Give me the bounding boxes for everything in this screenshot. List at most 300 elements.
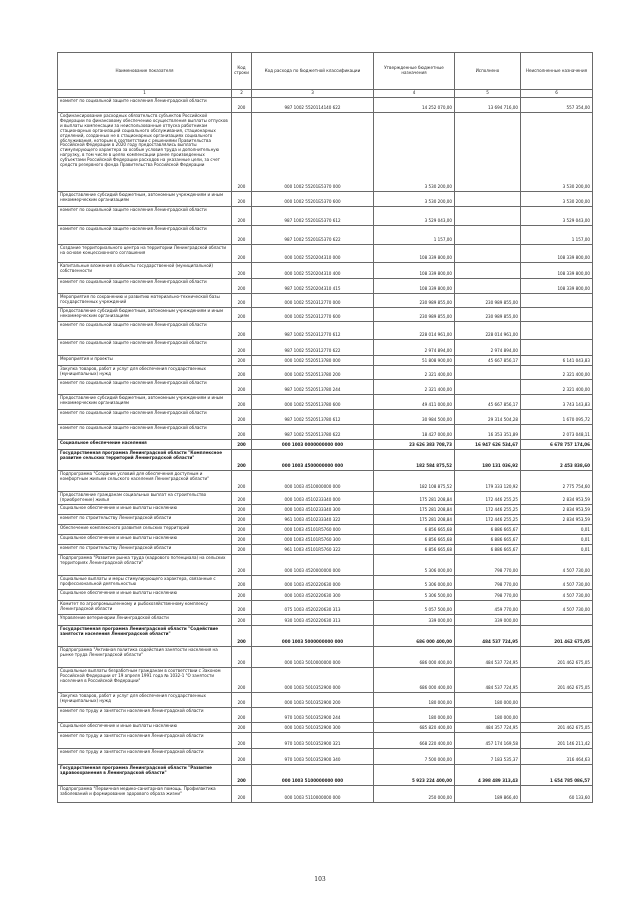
row-code-cell: 200 (232, 625, 252, 646)
row-executed-cell: 457 174 169,58 (455, 732, 521, 748)
row-name-cell: Подпрограмма "Первичная медико-санитарная помощь. Профилактика заболеваний и формирование здорового образа жизни" (58, 785, 232, 802)
row-classification-cell: 987 1002 5520513780 244 (252, 380, 374, 395)
row-code-cell: 200 (232, 534, 252, 544)
row-unexecuted-cell (521, 340, 593, 356)
row-executed-cell: 29 314 504,28 (455, 410, 521, 425)
row-code-cell: 200 (232, 589, 252, 600)
row-code-cell: 200 (232, 395, 252, 410)
row-classification-cell: 000 1003 5010352900 000 (252, 667, 374, 692)
row-executed-cell: 230 989 855,00 (455, 294, 521, 308)
row-name-cell: Государственная программа Ленинградской области "Комплексное развитие сельских территорий Ленинградской области" (58, 450, 232, 471)
row-unexecuted-cell: 108 339 800,00 (521, 245, 593, 263)
row-code-cell: 200 (232, 226, 252, 245)
row-classification-cell: 000 1003 4520220630 300 (252, 589, 374, 600)
row-code-cell: 200 (232, 504, 252, 514)
row-unexecuted-cell: 2 775 754,60 (521, 471, 593, 492)
row-code-cell: 200 (232, 380, 252, 395)
row-name-cell: Социальные выплаты и меры стимулирующего характера, связанные с профессиональной деятельностью (58, 575, 232, 589)
table-row (58, 732, 593, 748)
table-row (58, 667, 593, 692)
row-name-cell: Предоставление гражданам социальных выплат на строительство (приобретение) жилья (58, 492, 232, 505)
row-unexecuted-cell: 201 462 675,05 (521, 646, 593, 667)
row-code-cell: 200 (232, 600, 252, 614)
row-name-cell: Государственная программа Ленинградской области "Содействие занятости населения Ленинградской области" (58, 625, 232, 646)
row-code-cell: 200 (232, 192, 252, 207)
row-executed-cell: 180 000,00 (455, 707, 521, 722)
row-unexecuted-cell: 4 507 730,00 (521, 589, 593, 600)
budget-execution-table (57, 52, 593, 803)
row-approved-cell: 686 000 400,00 (374, 646, 455, 667)
row-executed-cell (455, 113, 521, 192)
row-name-cell: Подпрограмма "Развитие рынка труда (кадрового потенциала) на сельских территориях Ленинградской области" (58, 554, 232, 575)
row-classification-cell: 987 1002 55201Б5370 612 (252, 207, 374, 226)
table-row (58, 113, 593, 192)
page-number: 103 (314, 876, 326, 883)
row-classification-cell: 000 1003 4520220630 000 (252, 575, 374, 589)
table-row (58, 534, 593, 544)
row-unexecuted-cell: 2 834 953,59 (521, 504, 593, 514)
row-unexecuted-cell (521, 322, 593, 340)
row-executed-cell (455, 380, 521, 395)
row-executed-cell: 189 866,40 (455, 785, 521, 802)
row-approved-cell: 182 584 875,52 (374, 450, 455, 471)
row-name-cell: Создание территориального центра на территории Ленинградской области на основе концессионного соглашения (58, 245, 232, 263)
row-executed-cell: 798 770,00 (455, 554, 521, 575)
row-code-cell: 200 (232, 722, 252, 732)
row-code-cell: 200 (232, 575, 252, 589)
row-unexecuted-cell: 6 141 043,83 (521, 356, 593, 366)
row-executed-cell: 172 446 255,25 (455, 504, 521, 514)
row-executed-cell (455, 366, 521, 380)
row-name-cell: Закупка товаров, работ и услуг для обеспечения государственных (муниципальных) нужд (58, 366, 232, 380)
table-row (58, 748, 593, 764)
table-row (58, 544, 593, 554)
row-unexecuted-cell: 3 530 200,00 (521, 192, 593, 207)
row-unexecuted-cell: 557 354,00 (521, 98, 593, 113)
row-executed-cell: 798 770,00 (455, 589, 521, 600)
row-name-cell: комитет по социальной защите населения Ленинградской области (58, 279, 232, 294)
table-row (58, 356, 593, 366)
row-classification-cell: 000 1002 55201Б5370 600 (252, 192, 374, 207)
row-executed-cell: 45 667 856,17 (455, 356, 521, 366)
row-approved-cell: 5 923 224 400,00 (374, 764, 455, 785)
row-classification-cell: 000 1003 4510233340 000 (252, 492, 374, 505)
row-classification-cell: 000 1003 4510233340 300 (252, 504, 374, 514)
table-body (58, 98, 593, 803)
row-approved-cell: 685 820 400,00 (374, 722, 455, 732)
row-name-cell: Социальное обеспечение и иные выплаты населению (58, 504, 232, 514)
row-code-cell: 200 (232, 322, 252, 340)
row-unexecuted-cell: 2 073 048,11 (521, 425, 593, 440)
row-name-cell: Подпрограмма "Активная политика содействия занятости населения на рынке труда Ленинградской области" (58, 646, 232, 667)
row-approved-cell: 6 856 665,68 (374, 524, 455, 534)
table-row (58, 514, 593, 524)
row-name-cell: комитет по строительству Ленинградской области (58, 544, 232, 554)
row-classification-cell: 075 1003 4520220630 313 (252, 600, 374, 614)
row-executed-cell: 6 886 665,67 (455, 534, 521, 544)
row-code-cell: 200 (232, 646, 252, 667)
row-approved-cell: 175 281 208,84 (374, 514, 455, 524)
row-name-cell: Предоставление субсидий бюджетным, автономным учреждениям и иным некоммерческим организациям (58, 395, 232, 410)
row-code-cell: 200 (232, 207, 252, 226)
row-approved-cell: 339 000,00 (374, 614, 455, 625)
row-approved-cell: 6 856 665,68 (374, 544, 455, 554)
row-name-cell: Социальные выплаты безработным гражданам в соответствии с Законом Российской Федерации от 19 апреля 1991 года № 1032-1 "О занятости населения в Российской Федерации" (58, 667, 232, 692)
row-code-cell: 200 (232, 764, 252, 785)
row-classification-cell: 000 1002 55201Б5370 000 (252, 113, 374, 192)
row-approved-cell: 5 306 500,00 (374, 589, 455, 600)
row-approved-cell: 23 626 383 708,73 (374, 440, 455, 450)
table-row (58, 471, 593, 492)
row-executed-cell (455, 245, 521, 263)
row-classification-cell: 000 1003 5010000000 000 (252, 646, 374, 667)
table-row (58, 380, 593, 395)
row-classification-cell: 000 1003 45101R5760 300 (252, 534, 374, 544)
row-executed-cell (455, 192, 521, 207)
row-classification-cell: 000 1003 5010352900 200 (252, 692, 374, 707)
row-approved-cell: 108 339 800,00 (374, 279, 455, 294)
row-code-cell: 200 (232, 785, 252, 802)
row-executed-cell: 6 886 665,67 (455, 544, 521, 554)
table-row (58, 98, 593, 113)
row-code-cell: 200 (232, 294, 252, 308)
row-approved-cell: 175 281 208,84 (374, 492, 455, 505)
row-executed-cell: 172 446 255,25 (455, 492, 521, 505)
table-row (58, 575, 593, 589)
row-unexecuted-cell (521, 707, 593, 722)
row-classification-cell: 000 1003 5110000000 000 (252, 785, 374, 802)
row-executed-cell (455, 279, 521, 294)
row-approved-cell: 7 500 000,00 (374, 748, 455, 764)
row-code-cell: 200 (232, 614, 252, 625)
row-code-cell: 200 (232, 748, 252, 764)
table-row (58, 524, 593, 534)
row-name-cell: Комитет по агропромышленному и рыбохозяйственному комплексу Ленинградской области (58, 600, 232, 614)
row-approved-cell: 108 339 800,00 (374, 245, 455, 263)
row-name-cell: комитет по социальной защите населения Ленинградской области (58, 322, 232, 340)
row-executed-cell: 484 537 724,95 (455, 667, 521, 692)
row-unexecuted-cell (521, 614, 593, 625)
row-executed-cell: 180 000,00 (455, 692, 521, 707)
row-approved-cell: 686 000 400,00 (374, 667, 455, 692)
row-approved-cell: 6 856 665,68 (374, 534, 455, 544)
row-approved-cell: 175 281 208,84 (374, 504, 455, 514)
row-executed-cell: 484 537 724,95 (455, 625, 521, 646)
row-executed-cell: 13 694 716,00 (455, 98, 521, 113)
row-executed-cell: 172 446 255,25 (455, 514, 521, 524)
table-row (58, 192, 593, 207)
row-classification-cell: 987 1002 55201Б5370 622 (252, 226, 374, 245)
row-unexecuted-cell: 4 507 730,00 (521, 575, 593, 589)
table-row (58, 410, 593, 425)
row-name-cell: Мероприятия по сохранению и развитию материально-технической базы государственных учреждений (58, 294, 232, 308)
table-row (58, 764, 593, 785)
row-approved-cell: 182 108 875,52 (374, 471, 455, 492)
row-code-cell: 200 (232, 245, 252, 263)
row-code-cell: 200 (232, 471, 252, 492)
row-unexecuted-cell: 60 133,60 (521, 785, 593, 802)
row-name-cell: комитет по социальной защите населения Ленинградской области (58, 226, 232, 245)
row-name-cell: комитет по социальной защите населения Ленинградской области (58, 410, 232, 425)
table-row (58, 308, 593, 322)
row-approved-cell: 1 157,00 (374, 226, 455, 245)
row-classification-cell: 987 1002 5520204310 415 (252, 279, 374, 294)
row-unexecuted-cell: 4 507 730,00 (521, 600, 593, 614)
table-row (58, 322, 593, 340)
column-number: 6 (521, 90, 593, 98)
row-classification-cell: 970 1003 5010352900 340 (252, 748, 374, 764)
row-executed-cell: 6 886 665,67 (455, 524, 521, 534)
row-approved-cell: 230 989 855,00 (374, 308, 455, 322)
row-unexecuted-cell: 201 462 675,05 (521, 667, 593, 692)
row-approved-cell: 230 989 855,00 (374, 294, 455, 308)
table-row (58, 504, 593, 514)
row-name-cell: комитет по социальной защите населения Ленинградской области (58, 98, 232, 113)
table-row (58, 294, 593, 308)
row-code-cell: 200 (232, 450, 252, 471)
row-unexecuted-cell: 201 462 675,05 (521, 625, 593, 646)
row-classification-cell: 000 1003 0000000000 000 (252, 440, 374, 450)
row-classification-cell: 930 1003 4520220630 313 (252, 614, 374, 625)
column-number: 1 (58, 90, 232, 98)
row-unexecuted-cell: 108 339 800,00 (521, 263, 593, 279)
header-unexecuted: Неисполненные назначения (521, 53, 593, 90)
row-unexecuted-cell: 0,01 (521, 534, 593, 544)
row-code-cell: 200 (232, 544, 252, 554)
row-unexecuted-cell: 316 464,63 (521, 748, 593, 764)
row-approved-cell: 250 000,00 (374, 785, 455, 802)
row-code-cell: 200 (232, 425, 252, 440)
row-classification-cell: 000 1003 4520000000 000 (252, 554, 374, 575)
row-name-cell: комитет по строительству Ленинградской области (58, 514, 232, 524)
row-unexecuted-cell (521, 294, 593, 308)
row-code-cell: 200 (232, 692, 252, 707)
row-unexecuted-cell: 4 507 730,00 (521, 554, 593, 575)
row-name-cell: Предоставление субсидий бюджетным, автономным учреждениям и иным некоммерческим организациям (58, 308, 232, 322)
table-row (58, 450, 593, 471)
row-approved-cell: 18 427 000,00 (374, 425, 455, 440)
row-unexecuted-cell: 3 743 143,83 (521, 395, 593, 410)
row-classification-cell: 000 1002 5520513780 000 (252, 356, 374, 366)
row-executed-cell (455, 263, 521, 279)
row-unexecuted-cell: 201 462 675,05 (521, 722, 593, 732)
table-row (58, 263, 593, 279)
row-classification-cell: 961 1003 4510233340 322 (252, 514, 374, 524)
row-classification-cell: 000 1003 5010352900 300 (252, 722, 374, 732)
row-unexecuted-cell (521, 308, 593, 322)
row-unexecuted-cell: 1 654 785 086,57 (521, 764, 593, 785)
table-row (58, 395, 593, 410)
row-name-cell: Предоставление субсидий бюджетным, автономным учреждениям и иным некоммерческим организациям (58, 192, 232, 207)
row-classification-cell: 000 1002 5520513780 600 (252, 395, 374, 410)
row-name-cell: Социальное обеспечение и иные выплаты населению (58, 589, 232, 600)
row-approved-cell: 3 530 200,00 (374, 113, 455, 192)
table-row (58, 554, 593, 575)
header-approved: Утвержденные бюджетные назначения (374, 53, 455, 90)
row-code-cell: 200 (232, 732, 252, 748)
row-code-cell: 200 (232, 263, 252, 279)
row-name-cell: комитет по труду и занятости населения Ленинградской области (58, 732, 232, 748)
row-unexecuted-cell: 3 530 200,00 (521, 113, 593, 192)
row-classification-cell: 000 1002 5520204310 000 (252, 245, 374, 263)
row-unexecuted-cell (521, 692, 593, 707)
row-unexecuted-cell: 2 834 953,59 (521, 514, 593, 524)
row-name-cell: Обеспечение комплексного развития сельских территорий (58, 524, 232, 534)
row-code-cell: 200 (232, 279, 252, 294)
row-executed-cell: 484 357 724,95 (455, 722, 521, 732)
row-classification-cell: 000 1002 5520312770 000 (252, 294, 374, 308)
row-code-cell: 200 (232, 492, 252, 505)
row-name-cell: Социальное обеспечение населения (58, 440, 232, 450)
table-row (58, 646, 593, 667)
row-approved-cell: 228 014 961,00 (374, 322, 455, 340)
row-classification-cell: 970 1003 5010352900 244 (252, 707, 374, 722)
row-executed-cell: 230 989 855,00 (455, 308, 521, 322)
row-approved-cell: 180 000,00 (374, 692, 455, 707)
row-unexecuted-cell: 1 157,00 (521, 226, 593, 245)
row-approved-cell: 3 530 200,00 (374, 192, 455, 207)
row-classification-cell: 961 1003 45101R5760 322 (252, 544, 374, 554)
row-code-cell: 200 (232, 308, 252, 322)
row-name-cell: комитет по труду и занятости населения Ленинградской области (58, 707, 232, 722)
row-approved-cell: 180 000,00 (374, 707, 455, 722)
table-row (58, 245, 593, 263)
row-executed-cell: 339 000,00 (455, 614, 521, 625)
row-unexecuted-cell: 2 321 400,00 (521, 366, 593, 380)
row-code-cell: 200 (232, 707, 252, 722)
row-unexecuted-cell: 0,01 (521, 544, 593, 554)
row-code-cell: 200 (232, 514, 252, 524)
row-approved-cell: 2 974 894,00 (374, 340, 455, 356)
row-code-cell: 200 (232, 554, 252, 575)
table-row (58, 722, 593, 732)
row-classification-cell: 000 1003 45101R5760 000 (252, 524, 374, 534)
column-number: 5 (455, 90, 521, 98)
row-code-cell: 200 (232, 440, 252, 450)
row-name-cell: комитет по социальной защите населения Ленинградской области (58, 425, 232, 440)
row-code-cell: 200 (232, 667, 252, 692)
row-approved-cell: 668 220 400,00 (374, 732, 455, 748)
row-executed-cell: 484 537 724,95 (455, 646, 521, 667)
row-unexecuted-cell: 1 670 095,72 (521, 410, 593, 425)
row-name-cell: Социальное обеспечение и иные выплаты населению (58, 722, 232, 732)
row-code-cell: 200 (232, 356, 252, 366)
row-code-cell: 200 (232, 524, 252, 534)
table-row (58, 625, 593, 646)
row-classification-cell: 000 1003 4500000000 000 (252, 450, 374, 471)
table-row (58, 279, 593, 294)
row-unexecuted-cell: 2 321 400,00 (521, 380, 593, 395)
row-executed-cell: 179 333 120,92 (455, 471, 521, 492)
row-name-cell: Социальное обеспечение и иные выплаты населению (58, 534, 232, 544)
row-classification-cell: 000 1002 5520312770 600 (252, 308, 374, 322)
column-number: 4 (374, 90, 455, 98)
header-executed: Исполнено (455, 53, 521, 90)
table-row (58, 707, 593, 722)
row-executed-cell: 180 131 036,92 (455, 450, 521, 471)
row-approved-cell: 5 306 000,00 (374, 575, 455, 589)
row-classification-cell: 000 1002 5520204310 400 (252, 263, 374, 279)
row-approved-cell: 3 529 043,00 (374, 207, 455, 226)
row-approved-cell: 2 321 400,00 (374, 366, 455, 380)
row-name-cell: Управление ветеринарии Ленинградской области (58, 614, 232, 625)
row-classification-cell: 000 1003 5100000000 000 (252, 764, 374, 785)
table-row (58, 614, 593, 625)
row-name-cell: комитет по социальной защите населения Ленинградской области (58, 380, 232, 395)
row-classification-cell: 987 1002 5520513780 622 (252, 425, 374, 440)
row-approved-cell: 30 984 500,00 (374, 410, 455, 425)
table-row (58, 785, 593, 802)
row-classification-cell: 970 1003 5010352900 321 (252, 732, 374, 748)
row-unexecuted-cell: 6 678 757 174,06 (521, 440, 593, 450)
row-executed-cell: 45 667 856,17 (455, 395, 521, 410)
header-name: Наименование показателя (58, 53, 232, 90)
row-name-cell: комитет по социальной защите населения Ленинградской области (58, 340, 232, 356)
row-unexecuted-cell: 2 453 838,60 (521, 450, 593, 471)
table-row (58, 340, 593, 356)
row-executed-cell: 7 183 535,37 (455, 748, 521, 764)
row-executed-cell: 228 014 961,00 (455, 322, 521, 340)
table-row (58, 492, 593, 505)
row-unexecuted-cell: 0,01 (521, 524, 593, 534)
row-name-cell: Капитальные вложения в объекты государственной (муниципальной) собственности (58, 263, 232, 279)
row-approved-cell: 5 306 000,00 (374, 554, 455, 575)
row-executed-cell: 16 947 626 534,67 (455, 440, 521, 450)
header-classification: Код расхода по бюджетной классификации (252, 53, 374, 90)
row-classification-cell: 000 1003 4510000000 000 (252, 471, 374, 492)
row-unexecuted-cell: 201 146 211,42 (521, 732, 593, 748)
header-code: Код строки (232, 53, 252, 90)
row-approved-cell: 686 000 400,00 (374, 625, 455, 646)
row-name-cell: Закупка товаров, работ и услуг для обеспечения государственных (муниципальных) нужд (58, 692, 232, 707)
column-number: 2 (232, 90, 252, 98)
budget-report-page (57, 52, 592, 803)
row-executed-cell: 2 974 894,00 (455, 340, 521, 356)
row-code-cell: 200 (232, 98, 252, 113)
row-name-cell: Софинансирование расходных обязательств субъектов Российской Федерации по финансовому обеспечению осуществления выплаты отпусков и выплаты компенсации за неиспользованные отпуска работникам стационарных организаций социального обслуживания, стационарных отделений, созданных не в стационарных организациях социального обслуживания, которым в соответствии с решениями Правительства Российской Федерации в 2020 году предоставлялись выплаты стимулирующего характера за особые условия труда и дополнительную нагрузку, в том числе в целях компенсации ранее произведенных субъектами Российской Федерации расходов на указанные цели, за счет средств резервного фонда Правительства Российской Федерации (58, 113, 232, 192)
row-executed-cell: 16 353 351,89 (455, 425, 521, 440)
row-executed-cell (455, 207, 521, 226)
table-row (58, 425, 593, 440)
row-approved-cell: 2 321 400,00 (374, 380, 455, 395)
row-classification-cell: 000 1003 5000000000 000 (252, 625, 374, 646)
row-classification-cell: 987 1002 5520312770 622 (252, 340, 374, 356)
row-unexecuted-cell: 3 529 043,00 (521, 207, 593, 226)
table-row (58, 366, 593, 380)
row-approved-cell: 108 339 800,00 (374, 263, 455, 279)
row-code-cell: 200 (232, 340, 252, 356)
row-executed-cell: 4 398 489 313,43 (455, 764, 521, 785)
row-executed-cell: 459 770,00 (455, 600, 521, 614)
row-name-cell: Мероприятия и проекты (58, 356, 232, 366)
row-name-cell: Подпрограмма "Создание условий для обеспечения доступным и комфортным жильем сельского населения Ленинградской области" (58, 471, 232, 492)
row-unexecuted-cell: 108 339 800,00 (521, 279, 593, 294)
table-row (58, 600, 593, 614)
table-row (58, 692, 593, 707)
row-classification-cell: 000 1002 5520513780 200 (252, 366, 374, 380)
row-classification-cell: 987 1002 5520513780 612 (252, 410, 374, 425)
row-unexecuted-cell: 2 834 953,59 (521, 492, 593, 505)
column-number-row (58, 90, 593, 98)
row-code-cell: 200 (232, 113, 252, 192)
row-executed-cell: 798 770,00 (455, 575, 521, 589)
row-code-cell: 200 (232, 366, 252, 380)
column-number: 3 (252, 90, 374, 98)
table-header (58, 53, 593, 98)
table-row (58, 207, 593, 226)
row-name-cell: Государственная программа Ленинградской области "Развитие здравоохранения в Ленинградской области" (58, 764, 232, 785)
row-approved-cell: 5 057 500,00 (374, 600, 455, 614)
